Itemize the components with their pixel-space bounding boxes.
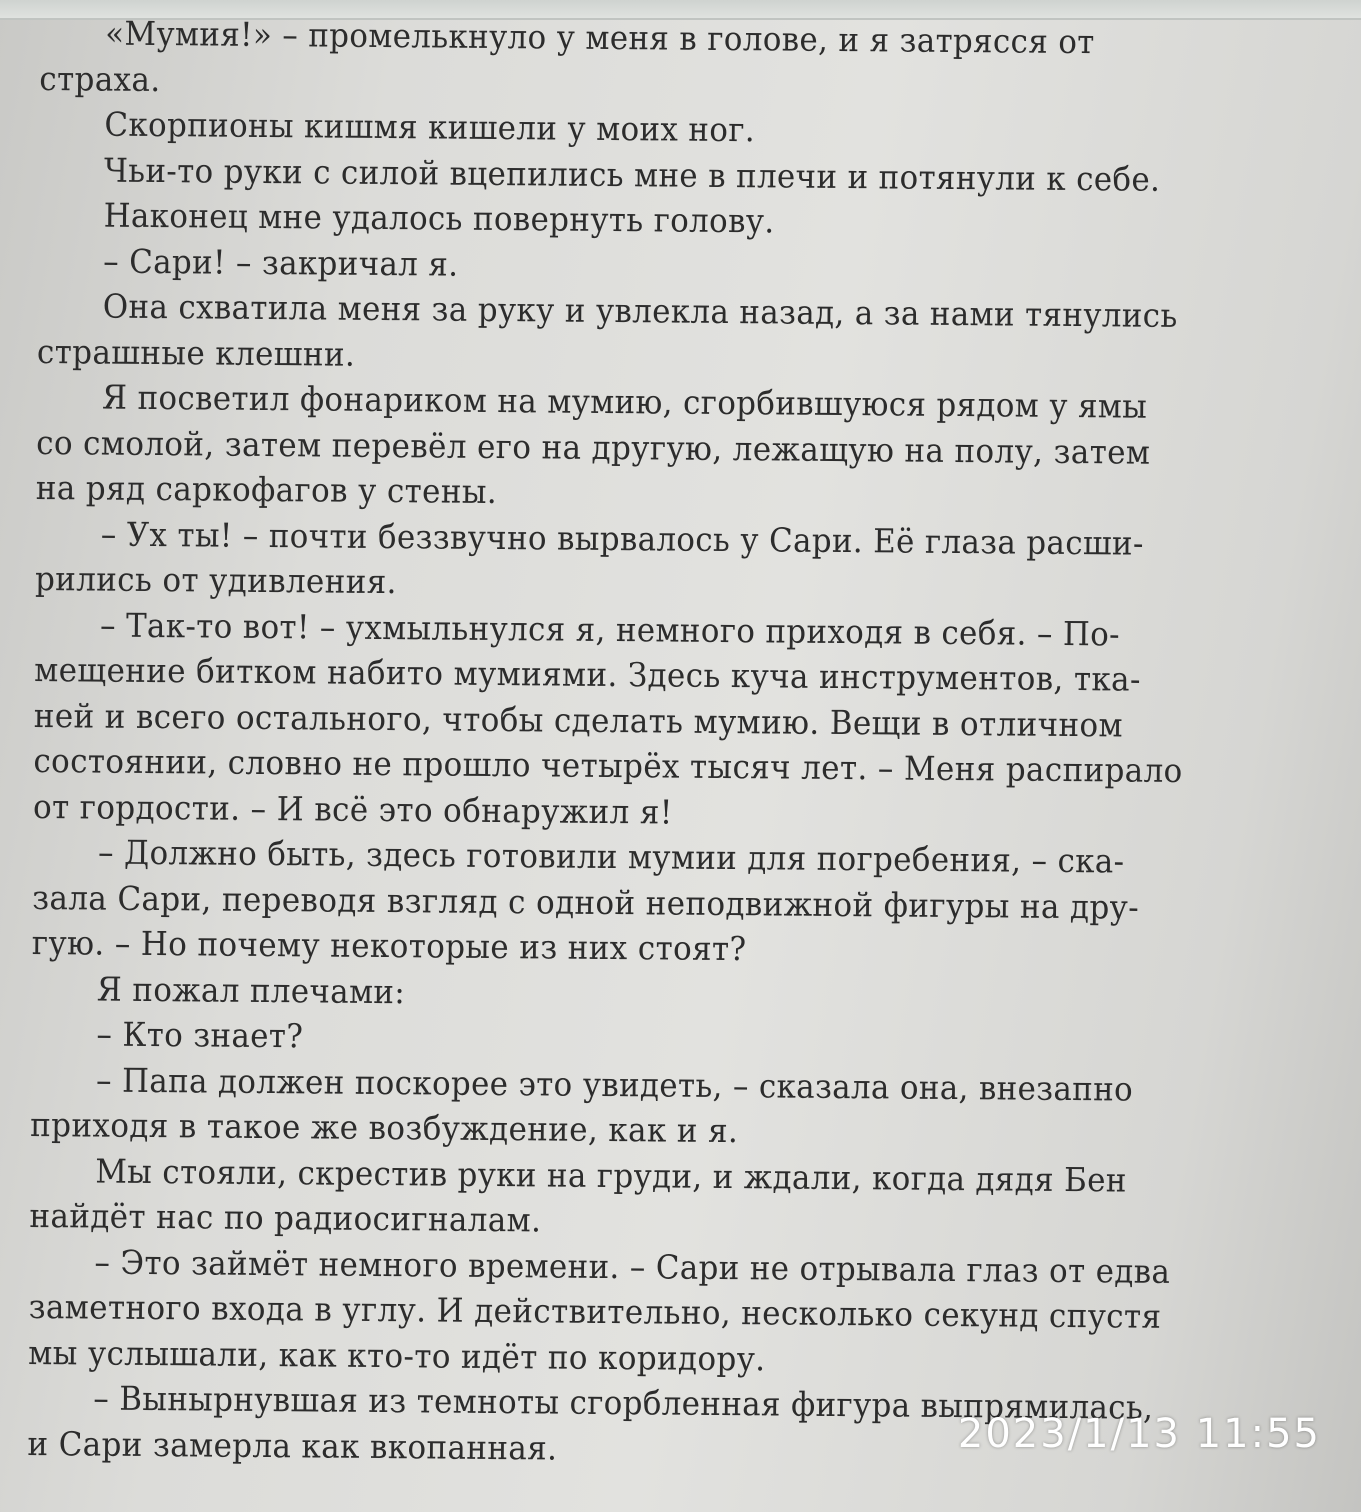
text-line: от гордости. – И всё это обнаружил я! bbox=[32, 786, 673, 832]
text-line: Наконец мне удалось повернуть голову. bbox=[103, 195, 775, 241]
text-line: – Ух ты! – почти беззвучно вырвалось у Сари. Её глаза расши- bbox=[100, 514, 1144, 563]
text-line: со смолой, затем перевёл его на другую, лежащую на полу, затем bbox=[36, 422, 1151, 472]
text-line: найдёт нас по радиосигналам. bbox=[29, 1195, 542, 1240]
book-page bbox=[27, 10, 1340, 1512]
text-line: Она схватила меня за руку и увлекла назад, а за нами тянулись bbox=[102, 286, 1178, 335]
photo-timestamp: 2023/1/13 11:55 bbox=[957, 1411, 1321, 1457]
text-line: мещение битком набито мумиями. Здесь куча инструментов, тка- bbox=[34, 649, 1141, 699]
text-line: зала Сари, переводя взгляд с одной неподвижной фигуры на дру- bbox=[32, 877, 1140, 927]
text-line: – Вынырнувшая из темноты сгорбленная фигура выпрямилась, bbox=[93, 1378, 1154, 1427]
text-line: ней и всего остального, чтобы сделать мумию. Вещи в отличном bbox=[33, 695, 1124, 744]
text-line: на ряд саркофагов у стены. bbox=[35, 467, 498, 512]
text-line: – Так-то вот! – ухмыльнулся я, немного приходя в себя. – По- bbox=[99, 605, 1121, 653]
text-line: Мы стояли, скрестив руки на груди, и ждали, когда дядя Бен bbox=[95, 1151, 1127, 1200]
text-line: гую. – Но почему некоторые из них стоят? bbox=[31, 922, 747, 969]
text-line: – Должно быть, здесь готовили мумии для погребения, – ска- bbox=[97, 832, 1125, 881]
text-line: Скорпионы кишмя кишели у моих ног. bbox=[104, 104, 756, 150]
text-line: приходя в такое же возбуждение, как и я. bbox=[30, 1104, 739, 1151]
text-line: – Сари! – закричал я. bbox=[103, 241, 459, 284]
text-line: Я посветил фонариком на мумию, сгорбившуюся рядом у ямы bbox=[101, 377, 1148, 426]
text-line: – Папа должен поскорее это увидеть, – сказала она, внезапно bbox=[95, 1060, 1134, 1109]
text-line: рились от удивления. bbox=[34, 558, 398, 602]
text-line: «Мумия!» – промелькнуло у меня в голове, и я затрясся от bbox=[105, 13, 1095, 62]
text-line: страшные клешни. bbox=[36, 331, 356, 374]
text-line: – Кто знает? bbox=[96, 1014, 304, 1056]
text-line: Чьи-то руки с силой вцепились мне в плечи и потянули к себе. bbox=[103, 150, 1161, 199]
text-line: страха. bbox=[39, 58, 161, 99]
text-line: – Это займёт немного времени. – Сари не отрывала глаз от едва bbox=[94, 1242, 1171, 1291]
text-line: Я пожал плечами: bbox=[96, 969, 406, 1011]
text-line: заметного входа в углу. И действительно, несколько секунд спустя bbox=[28, 1286, 1162, 1336]
text-line: состоянии, словно не прошло четырёх тысяч лет. – Меня распирало bbox=[33, 740, 1183, 790]
text-line: мы услышали, как кто-то идёт по коридору. bbox=[28, 1332, 766, 1378]
text-line: и Сари замерла как вкопанная. bbox=[27, 1423, 558, 1468]
